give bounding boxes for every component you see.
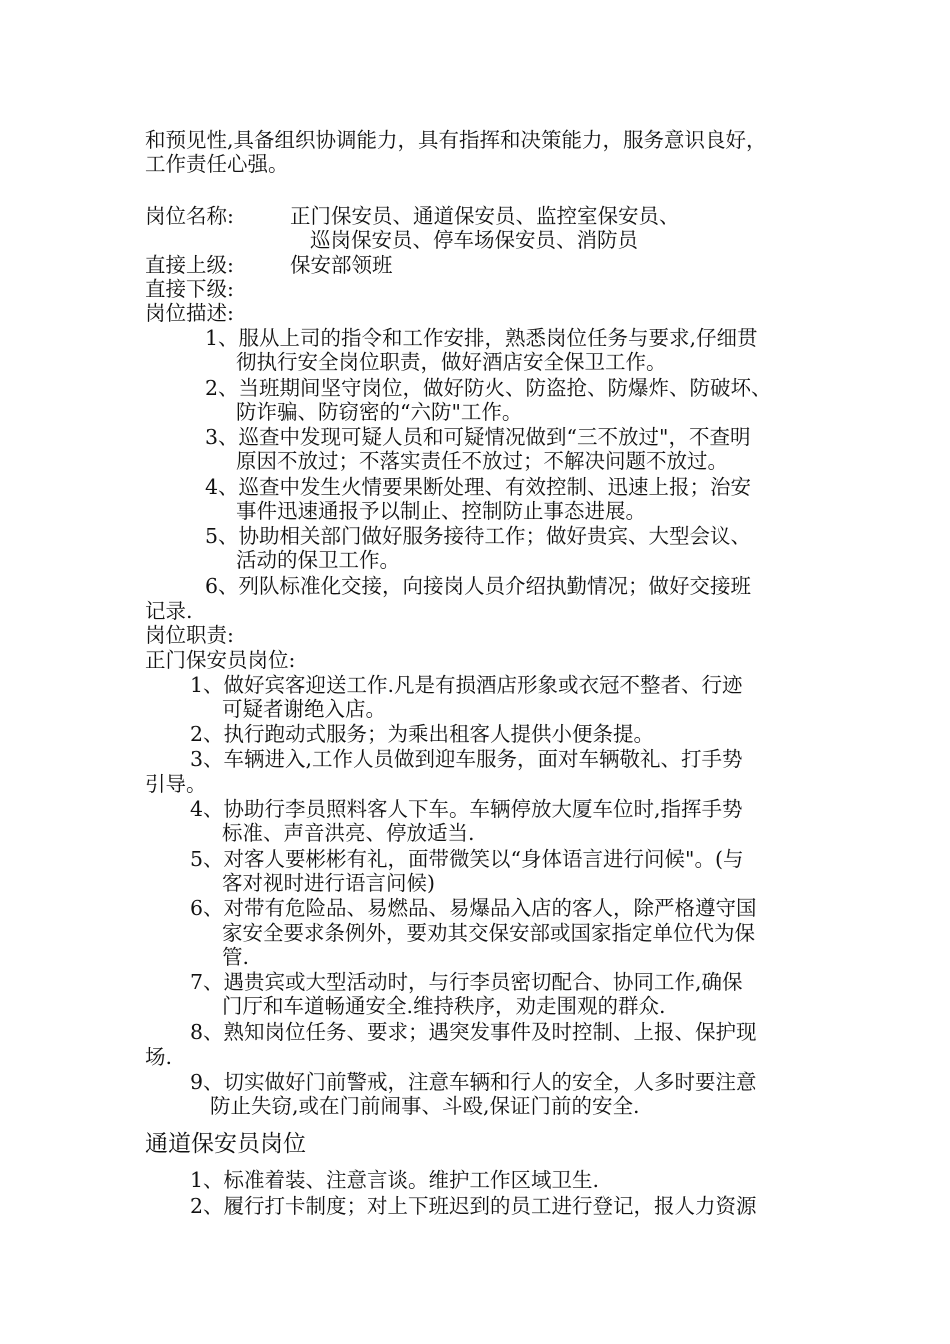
intro-line-1: 和预见性,具备组织协调能力，具有指挥和决策能力，服务意识良好，	[145, 128, 767, 152]
post-name-value-1: 正门保安员、通道保安员、监控室保安员、	[290, 204, 680, 228]
superior-value: 保安部领班	[290, 253, 393, 277]
post-name-label: 岗位名称:	[145, 204, 234, 228]
description-item-2-line-2: 防诈骗、防窃密的“六防"工作。	[236, 400, 523, 424]
superior-label: 直接上级:	[145, 253, 234, 277]
description-item-1-line-1: 1、服从上司的指令和工作安排，熟悉岗位任务与要求,仔细贯	[205, 326, 758, 350]
front-gate-item-7-line-2: 门厅和车道畅通安全.维持秩序，劝走围观的群众.	[222, 994, 666, 1018]
post-name-value-2: 巡岗保安员、停车场保安员、消防员	[310, 228, 638, 252]
subordinate-label: 直接下级:	[145, 277, 234, 301]
description-item-1-line-2: 彻执行安全岗位职责，做好酒店安全保卫工作。	[236, 350, 667, 374]
front-gate-title: 正门保安员岗位:	[145, 648, 296, 672]
description-item-2-line-1: 2、当班期间坚守岗位，做好防火、防盗抢、防爆炸、防破坏、	[205, 376, 772, 400]
front-gate-item-6-line-1: 6、对带有危险品、易燃品、易爆品入店的客人，除严格遵守国	[190, 896, 757, 920]
front-gate-item-3-line-2: 引导。	[145, 772, 207, 796]
intro-line-2: 工作责任心强。	[145, 152, 289, 176]
front-gate-item-1-line-1: 1、做好宾客迎送工作.凡是有损酒店形象或衣冠不整者、行迹	[190, 673, 743, 697]
front-gate-item-8-line-1: 8、熟知岗位任务、要求；遇突发事件及时控制、上报、保护现	[190, 1020, 757, 1044]
front-gate-item-5-line-2: 客对视时进行语言问候)	[222, 871, 435, 895]
front-gate-item-5-line-1: 5、对客人要彬彬有礼，面带微笑以“身体语言进行问候"。(与	[190, 847, 744, 871]
front-gate-item-9-line-1: 9、切实做好门前警戒，注意车辆和行人的安全，人多时要注意	[190, 1070, 757, 1094]
description-item-5-line-2: 活动的保卫工作。	[236, 548, 400, 572]
description-item-3-line-1: 3、巡查中发现可疑人员和可疑情况做到“三不放过"，不查明	[205, 425, 751, 449]
description-item-6-line-1: 6、列队标准化交接，向接岗人员介绍执勤情况；做好交接班	[205, 574, 752, 598]
front-gate-item-7-line-1: 7、遇贵宾或大型活动时，与行李员密切配合、协同工作,确保	[190, 970, 743, 994]
description-item-6-line-2: 记录.	[145, 599, 193, 623]
passage-section-title: 通道保安员岗位	[145, 1131, 306, 1157]
front-gate-item-6-line-3: 管.	[222, 945, 250, 969]
description-item-4-line-1: 4、巡查中发生火情要果断处理、有效控制、迅速上报；治安	[205, 475, 752, 499]
description-item-5-line-1: 5、协助相关部门做好服务接待工作；做好贵宾、大型会议、	[205, 524, 752, 548]
front-gate-item-2-line-1: 2、执行跑动式服务；为乘出租客人提供小便条提。	[190, 722, 655, 746]
description-label: 岗位描述:	[145, 301, 234, 325]
front-gate-item-4-line-1: 4、协助行李员照料客人下车。车辆停放大厦车位时,指挥手势	[190, 797, 743, 821]
front-gate-item-4-line-2: 标准、声音洪亮、停放适当.	[222, 821, 475, 845]
passage-item-1-line-1: 1、标准着装、注意言谈。维护工作区域卫生.	[190, 1168, 600, 1192]
description-item-3-line-2: 原因不放过；不落实责任不放过；不解决问题不放过。	[236, 449, 728, 473]
description-item-4-line-2: 事件迅速通报予以制止、控制防止事态进展。	[236, 499, 646, 523]
front-gate-item-9-line-2: 防止失窃,或在门前闹事、斗殴,保证门前的安全.	[210, 1094, 640, 1118]
front-gate-item-8-line-2: 场.	[145, 1045, 173, 1069]
front-gate-item-6-line-2: 家安全要求条例外，要劝其交保安部或国家指定单位代为保	[222, 921, 755, 945]
front-gate-item-1-line-2: 可疑者谢绝入店。	[222, 697, 386, 721]
passage-item-2-line-1: 2、履行打卡制度；对上下班迟到的员工进行登记，报人力资源	[190, 1194, 757, 1218]
duty-label: 岗位职责:	[145, 623, 234, 647]
front-gate-item-3-line-1: 3、车辆进入,工作人员做到迎车服务，面对车辆敬礼、打手势	[190, 747, 743, 771]
